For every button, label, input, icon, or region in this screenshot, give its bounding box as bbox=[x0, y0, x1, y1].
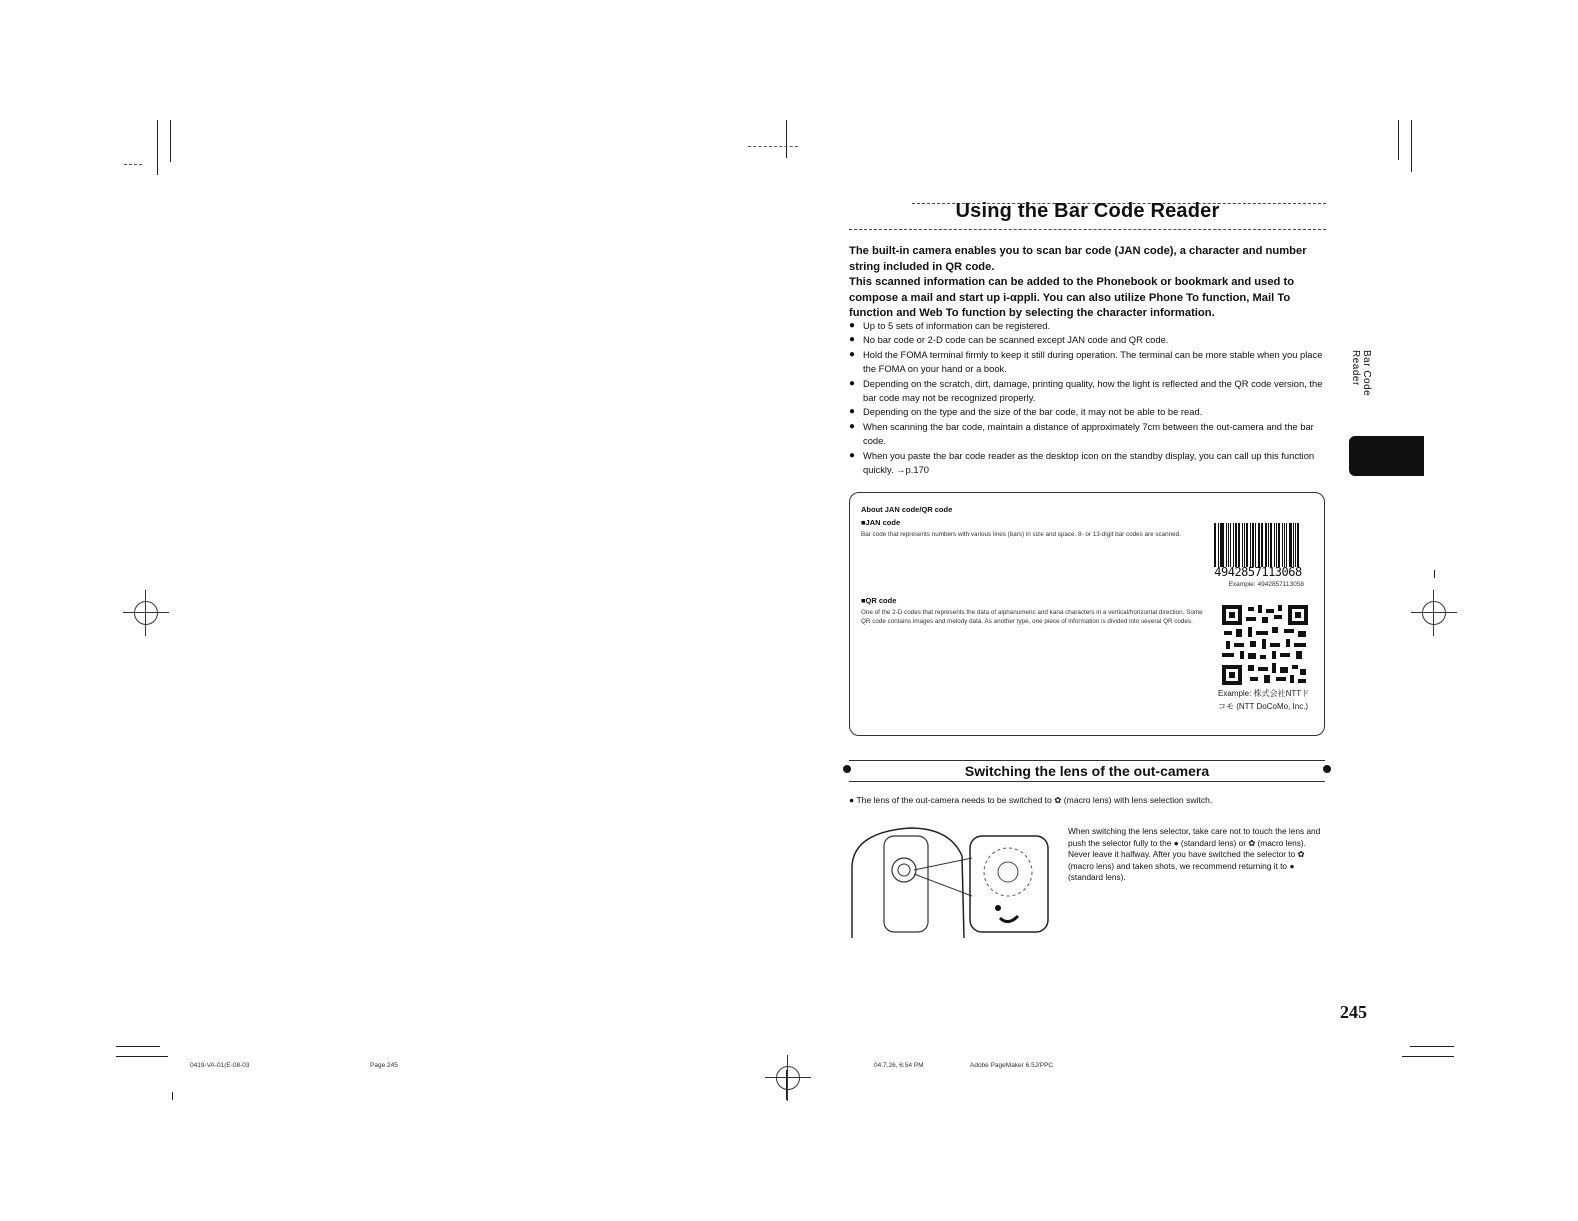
section-header bbox=[849, 760, 1325, 782]
list-item: ● No bar code or 2-D code can be scanned except JAN code and QR code. bbox=[849, 333, 1329, 347]
barcode-bar bbox=[1246, 523, 1248, 567]
intro-text bbox=[849, 244, 1319, 322]
barcode-bar bbox=[1274, 523, 1275, 567]
switch-bullet: ● The lens of the out-camera needs to be switched to ✿ (macro lens) with lens selection switch. bbox=[849, 795, 1213, 805]
section-title: Switching the lens of the out-camera bbox=[964, 763, 1210, 779]
barcode-bar bbox=[1268, 523, 1269, 567]
list-item: ● When scanning the bar code, maintain a distance of approximately 7cm between the out-camera and the bar code. bbox=[849, 420, 1329, 449]
list-item: ● Depending on the type and the size of the bar code, it may not be able to be read. bbox=[849, 405, 1329, 419]
barcode-bar bbox=[1244, 523, 1245, 567]
registration-mark-bottom bbox=[776, 1066, 800, 1090]
barcode-bar bbox=[1262, 523, 1263, 567]
box-heading: About JAN code/QR code bbox=[861, 505, 953, 514]
intro-paragraph: The built-in camera enables you to scan bar code (JAN code), a character and number string included in QR code. bbox=[849, 245, 1307, 273]
barcode-bar bbox=[1235, 523, 1237, 567]
barcode-bar bbox=[1278, 523, 1280, 567]
page-title: Using the Bar Code Reader bbox=[955, 200, 1220, 222]
registration-mark-right bbox=[1422, 601, 1446, 625]
qr-heading: ■QR code bbox=[861, 596, 897, 605]
jan-text: Bar code that represents numbers with various lines (bars) in size and space. 8- or 13-digit bar codes are scanned. bbox=[861, 531, 1181, 538]
barcode-bar bbox=[1282, 523, 1283, 567]
qr-caption: Example: 株式会社NTTドコモ (NTT DoCoMo, Inc.) bbox=[1218, 689, 1310, 711]
title-rule bbox=[849, 229, 1326, 230]
code-info-box bbox=[849, 492, 1325, 736]
qr-code-image bbox=[1222, 605, 1308, 685]
intro-paragraph: This scanned information can be added to the Phonebook or bookmark and used to compose a mail and start up i-αppli. You can also utilize Phone To function, Mail To function and Web To function by selecting the character information. bbox=[849, 276, 1295, 319]
section-bullet-icon bbox=[1323, 765, 1331, 773]
list-item: ● Depending on the scratch, dirt, damage, printing quality, how the light is reflected and the QR code version, the bar code may not be recognized properly. bbox=[849, 377, 1329, 406]
footer-page: Page 245 bbox=[370, 1062, 398, 1069]
barcode-bar bbox=[1258, 523, 1260, 567]
barcode-bar bbox=[1295, 523, 1296, 567]
barcode-bar bbox=[1218, 523, 1219, 567]
side-index-label: Bar Code Reader bbox=[1350, 350, 1372, 397]
jan-heading: ■JAN code bbox=[861, 518, 901, 527]
barcode-bar bbox=[1293, 523, 1294, 567]
barcode-bar bbox=[1226, 523, 1227, 567]
barcode-bar bbox=[1214, 523, 1216, 567]
page-number: 245 bbox=[1340, 1002, 1367, 1022]
switch-bullet-text: The lens of the out-camera needs to be switched to ✿ (macro lens) with lens selection switch. bbox=[856, 795, 1213, 805]
barcode-bar bbox=[1230, 523, 1231, 567]
qr-text: One of the 2-D codes that represents the data of alphanumeric and kana characters in a vertical/horizontal direction. Some QR code contains images and melody data. As another type, one piece of information is divided into several QR codes. bbox=[861, 609, 1203, 626]
barcode-bar bbox=[1270, 523, 1273, 567]
list-item: ● Hold the FOMA terminal firmly to keep it still during operation. The terminal can be more stable when you place the FOMA on your hand or a book. bbox=[849, 348, 1329, 377]
barcode-bar bbox=[1250, 523, 1251, 567]
barcode-image bbox=[1214, 523, 1300, 567]
footer-date: 04.7.26, 6:54 PM bbox=[874, 1062, 924, 1069]
barcode-bar bbox=[1228, 523, 1230, 567]
barcode-bar bbox=[1220, 523, 1221, 567]
barcode-bar bbox=[1255, 523, 1256, 567]
barcode-bar bbox=[1276, 523, 1277, 567]
barcode-bar bbox=[1238, 523, 1241, 567]
barcode-bar bbox=[1261, 523, 1262, 567]
barcode-number: 4942857113068 bbox=[1214, 565, 1302, 579]
barcode-bar bbox=[1221, 523, 1224, 567]
barcode-bar bbox=[1242, 523, 1243, 567]
list-item: ● When you paste the bar code reader as the desktop icon on the standby display, you can call up this function quickly. →p.170 bbox=[849, 449, 1329, 478]
footer-app: Adobe PageMaker 6.5J/PPC bbox=[970, 1062, 1054, 1069]
barcode-bar bbox=[1284, 523, 1286, 567]
barcode-bar bbox=[1233, 523, 1234, 567]
barcode-bar bbox=[1252, 523, 1255, 567]
barcode-bar bbox=[1265, 523, 1267, 567]
lens-selector-illustration bbox=[850, 826, 1062, 938]
barcode-bar bbox=[1286, 523, 1287, 567]
side-index-tab bbox=[1349, 436, 1424, 476]
notes-list bbox=[849, 319, 1329, 477]
list-item: ● Up to 5 sets of information can be registered. bbox=[849, 319, 1329, 333]
barcode-bar bbox=[1297, 523, 1299, 567]
registration-mark-left bbox=[134, 601, 158, 625]
barcode-bar bbox=[1289, 523, 1292, 567]
footer-file: 0419-VA-01(E-08-03 bbox=[190, 1062, 250, 1069]
lens-note: When switching the lens selector, take care not to touch the lens and push the selector fully to the ● (standard lens) or ✿ (macro lens). Never leave it halfway. After you have switched the selector to ✿ (macro lens) and taken shots, we recommend returning it to ● (standard lens). bbox=[1068, 826, 1321, 883]
barcode-caption: Example: 4942857113058 bbox=[1228, 581, 1304, 588]
